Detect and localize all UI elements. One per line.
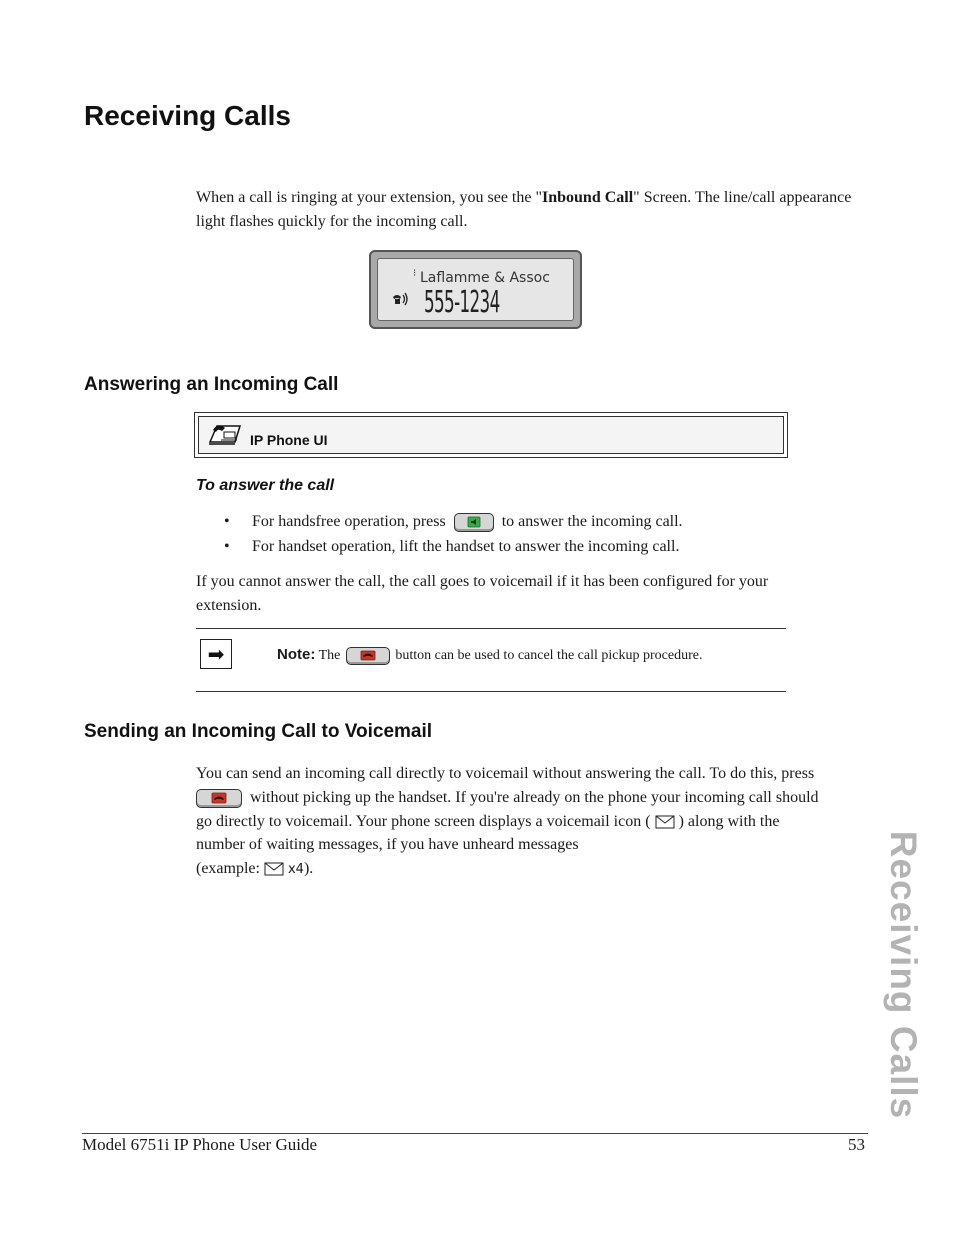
voicemail-line-3 <box>196 810 866 834</box>
phone-ringing-icon <box>392 292 412 306</box>
chapter-side-tab-label: Receiving Calls <box>883 830 924 1120</box>
voicemail-example-label: (example: <box>196 860 260 877</box>
note-before: The <box>318 648 341 663</box>
caller-number: 555-1234 <box>424 285 500 320</box>
bullet-handset: For handset operation, lift the handset to answer the incoming call. <box>252 538 680 555</box>
intro-paragraph <box>196 186 866 234</box>
answer-call-subheading: To answer the call <box>196 477 335 494</box>
voicemail-line-2 <box>196 786 866 810</box>
bullet-handsfree-before: For handsfree operation, press <box>252 513 446 531</box>
bullet-handsfree-after: to answer the incoming call. <box>501 513 683 531</box>
note-arrow-icon: ➡ <box>200 639 232 669</box>
voicemail-line-3-after: ) along with the <box>678 813 780 830</box>
caller-name: Laflamme & Assoc <box>420 270 550 286</box>
page-title: Receiving Calls <box>84 100 291 131</box>
footer-guide-title: Model 6751i IP Phone User Guide <box>82 1135 317 1154</box>
voicemail-line-5 <box>196 857 866 882</box>
voicemail-line-2-text: without picking up the handset. If you're already on the phone your incoming call should <box>250 789 819 806</box>
line-indicator-icon: ⁝ <box>413 268 417 279</box>
bullet-marker: • <box>224 513 230 530</box>
phone-screen-display <box>377 258 574 321</box>
voicemail-example-close: ). <box>303 860 314 877</box>
note-after: button can be used to cancel the call pickup procedure. <box>395 648 703 663</box>
note-text <box>277 646 702 665</box>
voicemail-line-3-before: go directly to voicemail. Your phone screen displays a voicemail icon ( <box>196 813 651 830</box>
voicemail-heading: Sending an Incoming Call to Voicemail <box>84 721 433 742</box>
footer-rule <box>82 1133 868 1134</box>
bullet-handsfree <box>252 513 683 532</box>
ip-phone-ui-label: IP Phone UI <box>250 432 328 448</box>
voicemail-fallback-paragraph: If you cannot answer the call, the call goes to voicemail if it has been configured for your extension. <box>196 573 769 614</box>
ip-phone-ui-bar-inner <box>198 416 784 454</box>
phone-screen-illustration <box>369 250 582 329</box>
intro-text-before: When a call is ringing at your extension, you see the " <box>196 189 542 206</box>
footer-page-number: 53 <box>848 1135 865 1154</box>
note-bottom-rule <box>196 691 786 692</box>
voicemail-envelope-icon <box>655 815 675 829</box>
voicemail-example-count: x4 <box>287 862 304 877</box>
goodbye-key-icon <box>196 789 242 808</box>
goodbye-key-icon <box>346 647 390 665</box>
ip-phone-ui-bar <box>194 412 788 458</box>
intro-bold: Inbound Call <box>542 189 634 206</box>
voicemail-line-4: number of waiting messages, if you have unheard messages <box>196 836 579 853</box>
answering-heading: Answering an Incoming Call <box>84 374 339 395</box>
intro-text-after: " Screen. The line/call appearance light flashes quickly for the incoming call. <box>196 189 852 230</box>
bullet-marker: • <box>224 538 230 555</box>
note-label: Note: <box>277 646 316 663</box>
chapter-side-tab <box>878 830 928 1120</box>
ip-phone-icon <box>207 422 245 448</box>
note-top-rule <box>196 628 786 629</box>
speaker-key-icon <box>454 513 494 532</box>
voicemail-envelope-icon <box>264 862 284 876</box>
voicemail-line-1: You can send an incoming call directly to voicemail without answering the call. To do this, press <box>196 765 815 782</box>
